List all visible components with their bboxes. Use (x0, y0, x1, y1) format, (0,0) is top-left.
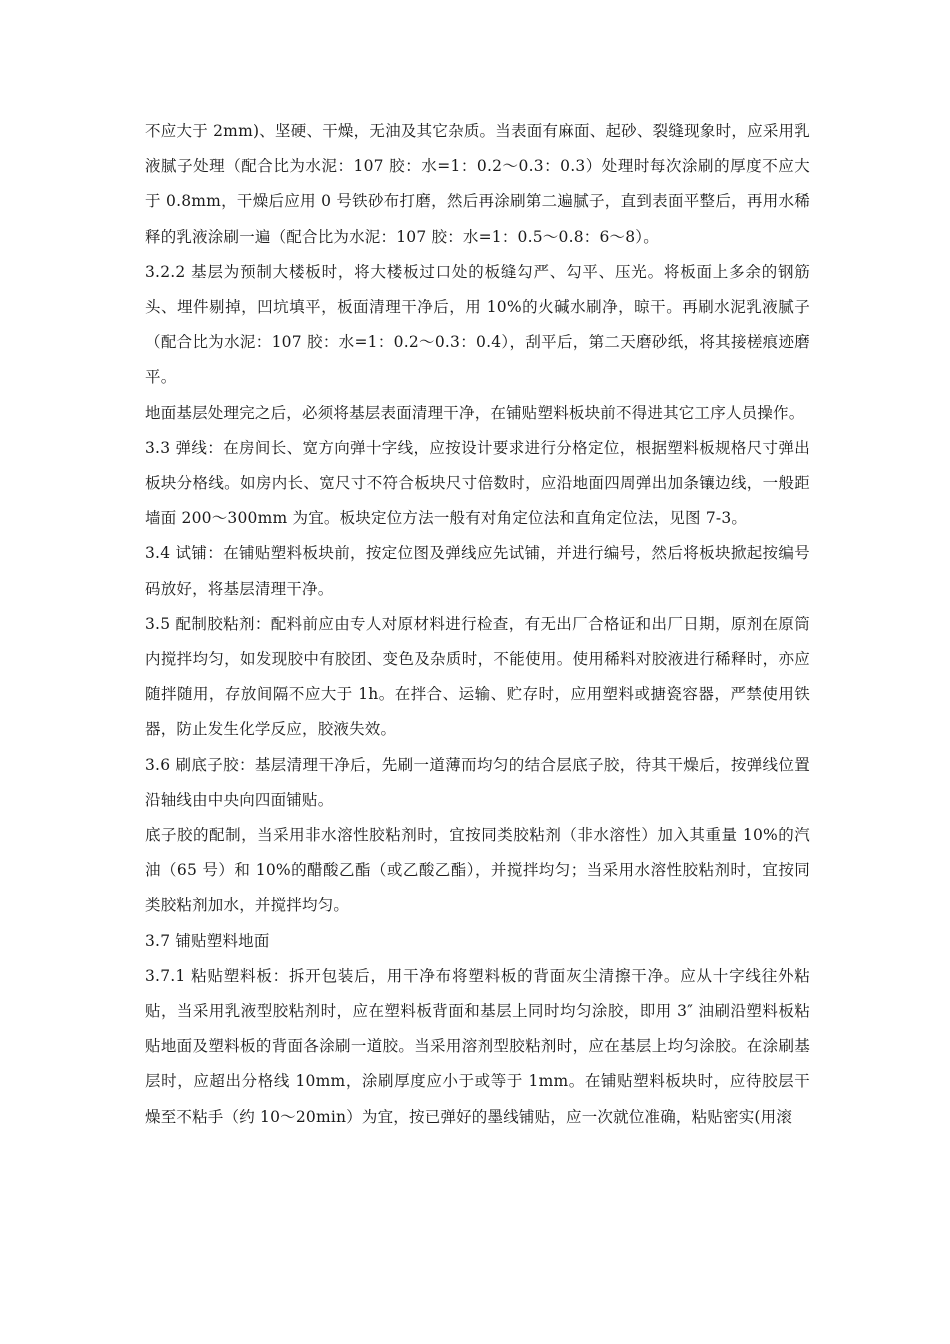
paragraph-10: 3.7.1 粘贴塑料板：拆开包装后，用干净布将塑料板的背面灰尘清擦干净。应从十字线往外粘贴，当采用乳液型胶粘剂时，应在塑料板背面和基层上同时均匀涂胶，即用 3″ 油刷沿塑料板粘贴地面及塑料板的背面各涂刷一道胶。当采用溶剂型胶粘剂时，应在基层上均匀涂胶。在涂刷基层时，应超出分格线 10mm，涂刷厚度应小于或等于 1mm。在铺贴塑料板块时，应待胶层干燥至不粘手（约 10～20min）为宜，按已弹好的墨线铺贴，应一次就位准确，粘贴密实(用滚 (145, 966, 810, 1126)
paragraph-6: 3.5 配制胶粘剂：配料前应由专人对原材料进行检查，有无出厂合格证和出厂日期，原剂在原筒内搅拌均匀，如发现胶中有胶团、变色及杂质时，不能使用。使用稀料对胶液进行稀释时，亦应随拌随用，存放间隔不应大于 1h。在拌合、运输、贮存时，应用塑料或搪瓷容器，严禁使用铁器，防止发生化学反应，胶液失效。 (145, 614, 810, 739)
paragraph-1: 不应大于 2mm)、坚硬、干燥，无油及其它杂质。当表面有麻面、起砂、裂缝现象时，应采用乳液腻子处理（配合比为水泥：107 胶：水=1：0.2～0.3：0.3）处理时每次涂刷的厚度不应大于 0.8mm，干燥后应用 0 号铁砂布打磨，然后再涂刷第二遍腻子，直到表面平整后，再用水稀释的乳液涂刷一遍（配合比为水泥：107 胶：水=1：0.5～0.8：6～8）。 (145, 122, 810, 246)
paragraph-2: 3.2.2 基层为预制大楼板时，将大楼板过口处的板缝勾严、勾平、压光。将板面上多余的钢筋头、埋件剔掉，凹坑填平，板面清理干净后，用 10%的火碱水刷净，晾干。再刷水泥乳液腻子（配合比为水泥：107 胶：水=1：0.2～0.3：0.4），刮平后，第二天磨砂纸，将其接槎痕迹磨平。 (145, 262, 810, 387)
document-body (145, 114, 810, 1135)
paragraph-3: 地面基层处理完之后，必须将基层表面清理干净，在铺贴塑料板块前不得进其它工序人员操作。 (145, 403, 805, 422)
paragraph-4: 3.3 弹线：在房间长、宽方向弹十字线，应按设计要求进行分格定位，根据塑料板规格尺寸弹出板块分格线。如房内长、宽尺寸不符合板块尺寸倍数时，应沿地面四周弹出加条镶边线，一般距墙面 200～300mm 为宜。板块定位方法一般有对角定位法和直角定位法，见图 7-3。 (145, 438, 810, 528)
paragraph-7: 3.6 刷底子胶：基层清理干净后，先刷一道薄而均匀的结合层底子胶，待其干燥后，按弹线位置沿轴线由中央向四面铺贴。 (145, 755, 810, 809)
paragraph-5: 3.4 试铺：在铺贴塑料板块前，按定位图及弹线应先试铺，并进行编号，然后将板块掀起按编号码放好，将基层清理干净。 (145, 544, 810, 598)
section-heading: 3.7 铺贴塑料地面 (145, 931, 270, 950)
paragraph-8: 底子胶的配制，当采用非水溶性胶粘剂时，宜按同类胶粘剂（非水溶性）加入其重量 10%的汽油（65 号）和 10%的醋酸乙酯（或乙酸乙酯），并搅拌均匀；当采用水溶性胶粘剂时，宜按同类胶粘剂加水，并搅拌均匀。 (145, 826, 810, 915)
